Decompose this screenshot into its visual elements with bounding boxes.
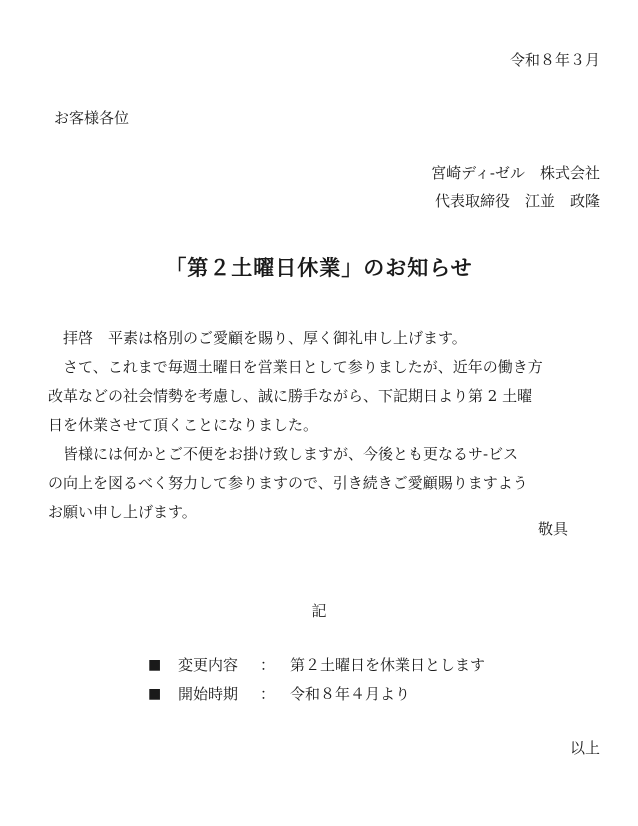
list-item	[148, 684, 485, 713]
addressee: お客様各位	[54, 109, 130, 127]
item-value: 令和８年４月より	[290, 685, 411, 703]
body-line: さて、これまで毎週土曜日を営業日として参りましたが、近年の働き方	[48, 358, 543, 376]
body-line: 改革などの社会情勢を考慮し、誠に勝手ながら、下記期日より第 2 土曜	[48, 387, 533, 405]
item-separator: ：	[260, 685, 276, 703]
body-line: 日を休業させて頂くことになりました。	[48, 416, 319, 434]
issue-date: 令和８年３月	[509, 51, 600, 69]
square-bullet-icon: ■	[148, 686, 162, 702]
notes-list	[148, 655, 485, 713]
body-line: 拝啓 平素は格別のご愛顧を賜り、厚く御礼申し上げます。	[48, 329, 467, 347]
item-label: 開始時期	[178, 685, 239, 703]
closing-ijou: 以上	[569, 739, 600, 757]
company-name: 宮崎ディ‐ゼル 株式会社	[431, 164, 600, 182]
body-line: お願い申し上げます。	[48, 503, 197, 521]
item-separator: ：	[260, 656, 276, 674]
closing-keigu: 敬具	[537, 520, 568, 538]
list-item	[148, 655, 485, 684]
body-text	[48, 324, 588, 527]
representative: 代表取締役 江並 政隆	[434, 192, 600, 210]
item-label: 変更内容	[178, 656, 239, 674]
body-line: 皆様には何かとご不便をお掛け致しますが、今後とも更なるサ‐ビス	[48, 445, 519, 463]
body-line: の向上を図るべく努力して参りますので、引き続きご愛顧賜りますよう	[48, 474, 528, 492]
notes-heading: 記	[311, 602, 327, 620]
notice-title: 「第２土曜日休業」のお知らせ	[165, 255, 473, 280]
item-value: 第２土曜日を休業日とします	[290, 656, 486, 674]
square-bullet-icon: ■	[148, 657, 162, 673]
